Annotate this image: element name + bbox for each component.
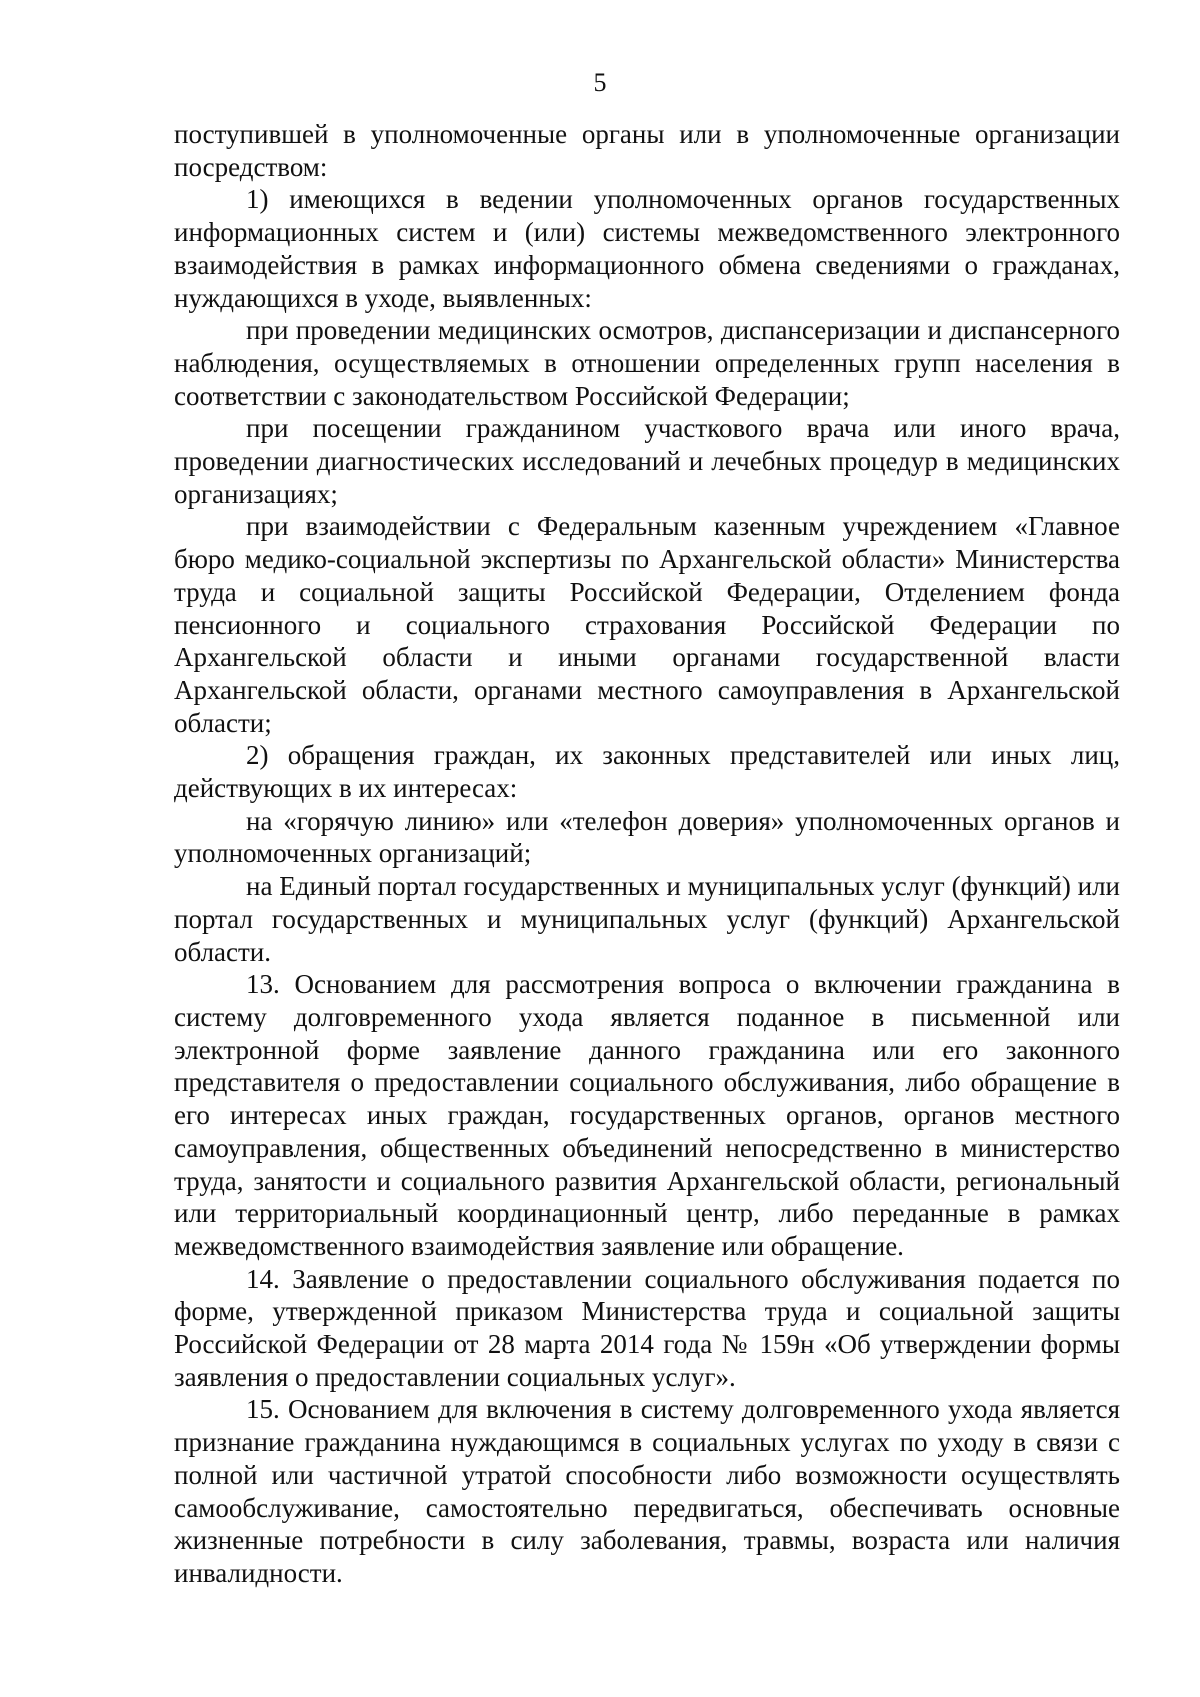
paragraph-doctor-visits: при посещении гражданином участкового врача или иного врача, проведении диагностических исследований и лечебных процедур в медицинских организациях; [174,413,1120,509]
paragraph-interaction: при взаимодействии с Федеральным казенным учреждением «Главное бюро медико-социальной экспертизы по Архангельской области» Министерства труда и социальной защиты Российской Федерации, Отделением фонда пенсионного и социального страхования Российской Федерации по Архангельской области и иными органами государственной власти Архангельской области, органами местного самоуправления в Архангельской области; [174,511,1120,738]
page-number: 5 [593,68,607,97]
paragraph-medical-exams: при проведении медицинских осмотров, диспансеризации и диспансерного наблюдения, осуществляемых в отношении определенных групп населения в соответствии с законодательством Российской Федерации; [174,315,1120,411]
paragraph-section-13: 13. Основанием для рассмотрения вопроса о включении гражданина в систему долговременного ухода является поданное в письменной или электронной форме заявление данного гражданина или его законного представителя о предоставлении социального обслуживания, либо обращение в его интересах иных граждан, государственных органов, органов местного самоуправления, общественных объединений непосредственно в министерство труда, занятости и социального развития Архангельской области, региональный или территориальный координационный центр, либо переданные в рамках межведомственного взаимодействия заявление или обращение. [174,969,1120,1261]
paragraph-section-14: 14. Заявление о предоставлении социального обслуживания подается по форме, утвержденной приказом Министерства труда и социальной защиты Российской Федерации от 28 марта 2014 года № 159н «Об утверждении формы заявления о предоставлении социальных услуг». [174,1263,1120,1392]
paragraph-item-2: 2) обращения граждан, их законных представителей или иных лиц, действующих в их интересах: [174,740,1120,804]
paragraph-section-15: 15. Основанием для включения в систему долговременного ухода является признание гражданина нуждающимся в социальных услугах по уходу в связи с полной или частичной утратой способности либо возможности осуществлять самообслуживание, самостоятельно передвигаться, обеспечивать основные жизненные потребности в силу заболевания, травмы, возраста или наличия инвалидности. [174,1394,1120,1588]
paragraph-portal: на Единый портал государственных и муниципальных услуг (функций) или портал государственных и муниципальных услуг (функций) Архангельской области. [174,871,1120,967]
paragraph-hotline: на «горячую линию» или «телефон доверия» уполномоченных органов и уполномоченных организаций; [174,805,1120,869]
paragraph-item-1: 1) имеющихся в ведении уполномоченных органов государственных информационных систем и (или) системы межведомственного электронного взаимодействия в рамках информационного обмена сведениями о гражданах, нуждающихся в уходе, выявленных: [174,184,1120,313]
document-body [174,118,1120,1590]
paragraph-intro: поступившей в уполномоченные органы или в уполномоченные организации посредством: [174,119,1120,182]
